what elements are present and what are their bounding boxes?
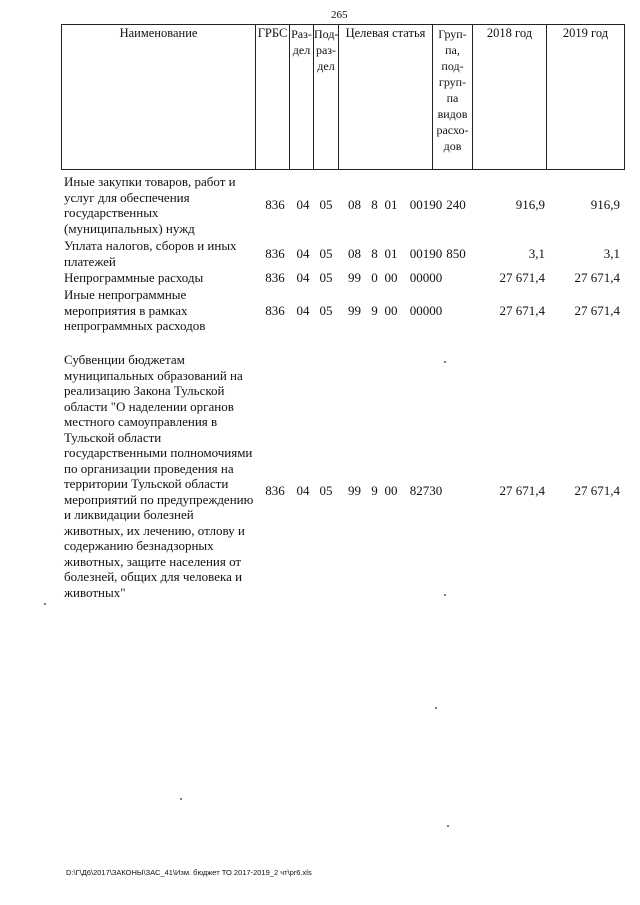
target-part: 9 [371,303,378,318]
header-razdel: Раз- дел [290,25,314,170]
target-part: 00000 [409,270,443,285]
row-target [348,197,442,213]
row-podrazdel: 05 [319,483,333,498]
target-part: 01 [384,197,398,212]
row-grbs: 836 [265,303,285,318]
row-2018: 3,1 [528,246,545,261]
row-group: 850 [446,246,466,261]
target-part: 99 [348,270,361,285]
target-part: 08 [348,246,361,261]
row-2018: 916,9 [515,197,545,212]
row-2018: 27 671,4 [499,483,545,498]
target-part: 9 [371,483,378,498]
row-target [348,246,442,262]
row-group: 240 [446,197,466,212]
row-razdel: 04 [296,303,310,318]
row-podrazdel: 05 [319,246,333,261]
target-part: 00 [384,270,398,285]
scan-speck [444,361,446,363]
row-grbs: 836 [265,197,285,212]
header-grbs: ГРБС [256,25,290,170]
file-path-footer: D:\Г\Д6\2017\ЗАКОНЫ\ЗАС_41\Изм. бюджет ТО 2017-2019_2 чт\pr6.xls [66,868,312,877]
row-razdel: 04 [296,197,310,212]
row-razdel: 04 [296,246,310,261]
target-part: 82730 [409,483,443,498]
table-header [61,24,625,170]
scan-speck [180,798,182,800]
row-2019: 27 671,4 [574,483,620,498]
row-name: Иные непрограммные мероприятия в рамках непрограммных расходов [64,287,206,333]
row-name: Субвенции бюджетам муниципальных образований на реализацию Закона Тульской области "О наделении органов местного самоуправления в Тульской области государственными полномочиями по организации проведения на территории Тульской области мероприятий по предупреждению и ликвидации болезней животных, их лечению, отлову и содержанию безнадзорных животных, защите населения от болезней, общих для человека и животных" [64,352,254,600]
target-part: 99 [348,303,361,318]
scan-speck [444,594,446,596]
row-2019: 3,1 [603,246,620,261]
header-podrazdel: Под- раз- дел [314,25,339,170]
target-part: 08 [348,197,361,212]
row-name: Уплата налогов, сборов и иных платежей [64,238,237,269]
row-target [348,303,442,319]
header-name: Наименование [62,25,256,170]
header-year-2019: 2019 год [547,25,625,170]
header-year-2018: 2018 год [473,25,547,170]
row-razdel: 04 [296,270,310,285]
row-2019: 27 671,4 [574,270,620,285]
row-2019: 916,9 [590,197,620,212]
scan-speck [447,825,449,827]
target-part: 01 [384,246,398,261]
row-razdel: 04 [296,483,310,498]
scan-speck [435,707,437,709]
row-grbs: 836 [265,483,285,498]
target-part: 00000 [409,303,443,318]
row-name: Иные закупки товаров, работ и услуг для обеспечения государственных (муниципальных) нужд [64,174,236,236]
row-2019: 27 671,4 [574,303,620,318]
row-podrazdel: 05 [319,197,333,212]
target-part: 00 [384,303,398,318]
row-grbs: 836 [265,270,285,285]
target-part: 8 [371,197,378,212]
row-2018: 27 671,4 [499,270,545,285]
header-target: Целевая статья [339,25,433,170]
row-target [348,270,442,286]
scan-speck [44,603,46,605]
target-part: 0 [371,270,378,285]
row-grbs: 836 [265,246,285,261]
target-part: 99 [348,483,361,498]
row-target [348,483,442,499]
target-part: 00 [384,483,398,498]
row-podrazdel: 05 [319,270,333,285]
target-part: 00190 [409,197,443,212]
row-2018: 27 671,4 [499,303,545,318]
row-name: Непрограммные расходы [64,270,204,285]
row-podrazdel: 05 [319,303,333,318]
page-number: 265 [331,9,348,21]
target-part: 8 [371,246,378,261]
target-part: 00190 [409,246,443,261]
header-group: Груп- па, под- груп- па видов расхо- дов [433,25,473,170]
